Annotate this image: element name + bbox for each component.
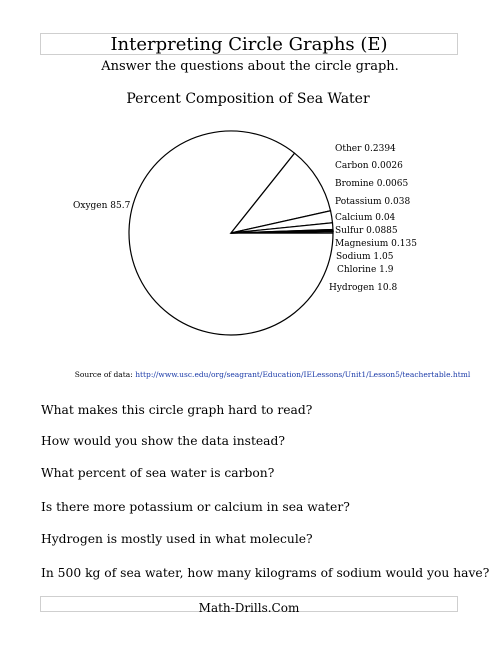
source-link[interactable]: http://www.usc.edu/org/seagrant/Education/IELessons/Unit1/Lesson5/teachertable.html bbox=[135, 370, 471, 379]
footer-text: Math-Drills.Com bbox=[198, 601, 300, 615]
chart-title: Percent Composition of Sea Water bbox=[126, 91, 370, 107]
slice-label-potassium: Potassium 0.038 bbox=[335, 197, 411, 207]
slice-label-bromine: Bromine 0.0065 bbox=[335, 179, 409, 189]
slice-label-oxygen: Oxygen 85.7 bbox=[73, 201, 131, 211]
pie-chart bbox=[0, 80, 500, 370]
slice-label-sulfur: Sulfur 0.0885 bbox=[335, 226, 398, 236]
slice-label-hydrogen: Hydrogen 10.8 bbox=[329, 283, 398, 293]
question-5: Hydrogen is mostly used in what molecule? bbox=[41, 532, 313, 546]
slice-label-magnesium: Magnesium 0.135 bbox=[335, 239, 417, 249]
title-box bbox=[40, 33, 458, 55]
instructions: Answer the questions about the circle graph. bbox=[101, 59, 399, 74]
question-2: How would you show the data instead? bbox=[41, 434, 285, 448]
footer-box bbox=[40, 596, 458, 615]
source-note bbox=[0, 370, 500, 379]
source-label: Source of data: bbox=[74, 370, 133, 379]
slice-label-other: Other 0.2394 bbox=[335, 144, 396, 154]
slice-label-chlorine: Chlorine 1.9 bbox=[337, 265, 394, 275]
question-3: What percent of sea water is carbon? bbox=[41, 466, 275, 480]
slice-label-sodium: Sodium 1.05 bbox=[336, 252, 394, 262]
question-6: In 500 kg of sea water, how many kilograms of sodium would you have? bbox=[41, 566, 490, 580]
slice-label-calcium: Calcium 0.04 bbox=[335, 213, 396, 223]
question-4: Is there more potassium or calcium in sea water? bbox=[41, 500, 350, 514]
page-title: Interpreting Circle Graphs (E) bbox=[110, 34, 388, 55]
question-1: What makes this circle graph hard to read? bbox=[41, 403, 313, 417]
slice-label-carbon: Carbon 0.0026 bbox=[335, 161, 403, 171]
